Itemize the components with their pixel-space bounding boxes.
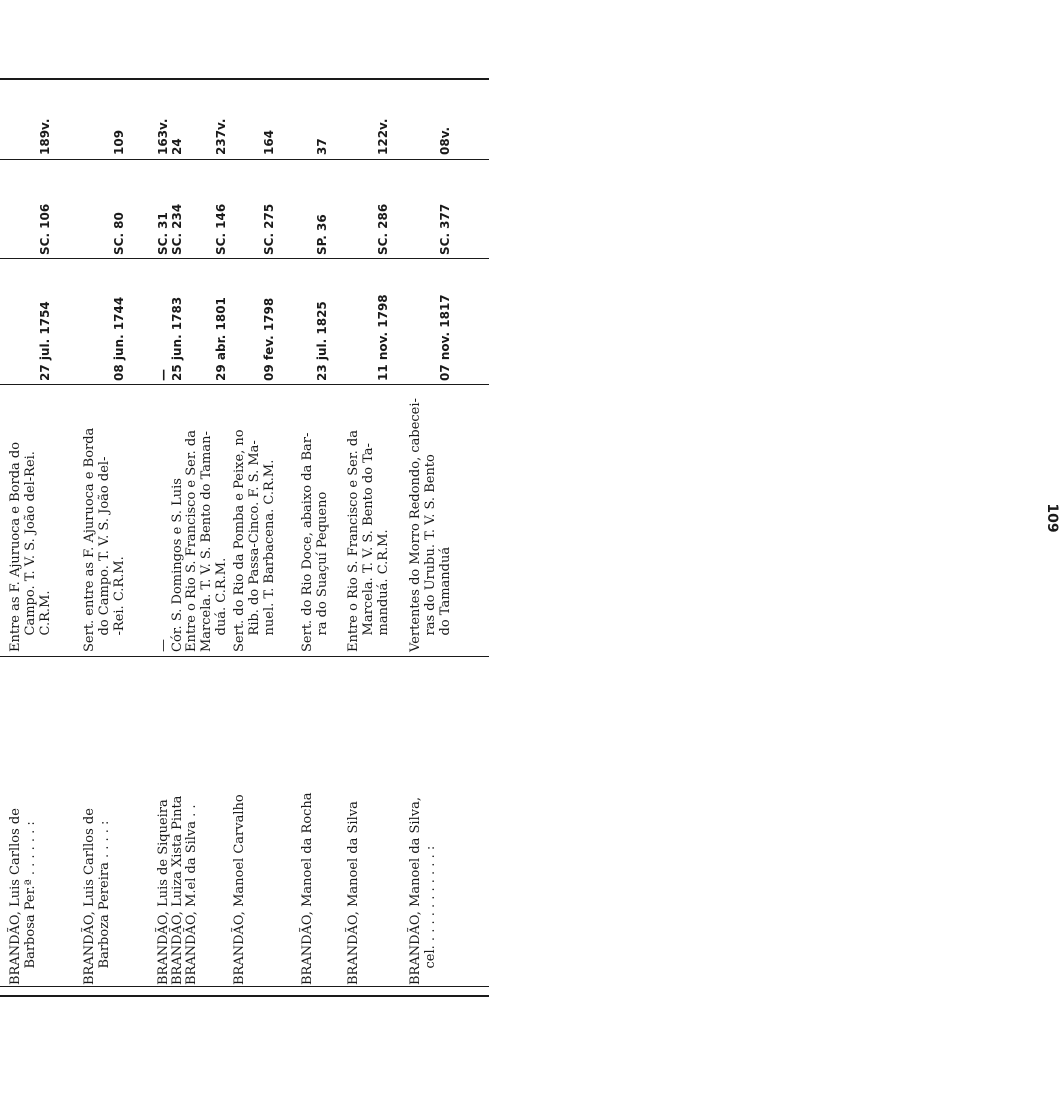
place-line: Marcela. T. V. S. Bento do Ta- bbox=[361, 443, 376, 652]
place-line: do Tamanduá bbox=[438, 546, 453, 652]
date-cell: 23 jul. 1825 bbox=[315, 301, 329, 381]
place-line: Entre as F. Ajuruoca e Borda do bbox=[8, 441, 23, 652]
date-cell: 27 jul. 1754 bbox=[38, 301, 52, 381]
ref-cell: SC. 377 bbox=[438, 203, 452, 255]
ref-cell: SC. 286 bbox=[376, 203, 390, 255]
date-cell: 11 nov. 1798 bbox=[376, 294, 390, 381]
folio-cell: 109 bbox=[112, 129, 126, 155]
place-line: Entre o Rio S. Francisco e Ser. da bbox=[346, 430, 361, 652]
name-line: BRANDÃO, Luis Carllos de bbox=[82, 808, 97, 985]
place-line: Entre o Rio S. Francisco e Ser. da bbox=[184, 430, 199, 652]
place-line: Sert. do Rio Doce, abaixo da Bar- bbox=[300, 432, 315, 652]
ref-cell: SC. 31 bbox=[156, 212, 170, 255]
place-line: — bbox=[156, 639, 171, 652]
ref-cell: SC. 275 bbox=[262, 203, 276, 255]
ref-cell: SP. 36 bbox=[315, 214, 329, 255]
place-line: Marcela. T. V. S. Bento do Taman- bbox=[199, 431, 214, 652]
place-line: nuel. T. Barbacena. C.R.M. bbox=[262, 459, 277, 652]
place-line: manduá. C.R.M. bbox=[376, 529, 391, 652]
ref-cell: SC. 106 bbox=[38, 203, 52, 255]
name-line: BRANDÃO, Manoel Carvalho bbox=[232, 794, 247, 985]
page-number: 109 bbox=[1044, 503, 1060, 533]
ref-cell: SC. 146 bbox=[214, 203, 228, 255]
place-line: Rib. do Passa-Cinco. F. S. Ma- bbox=[247, 440, 262, 652]
place-line: Vertentes do Morro Redondo, cabecei- bbox=[408, 398, 423, 652]
name-line: Barbosa Per.ª . . . . . . : bbox=[23, 821, 38, 985]
place-line: Sert. entre as F. Ajuruoca e Borda bbox=[82, 427, 97, 652]
date-cell: — bbox=[156, 369, 170, 381]
place-line: ra do Suaçuí Pequeno bbox=[315, 491, 330, 652]
place-line: duá. C.R.M. bbox=[214, 557, 229, 652]
name-line: BRANDÃO, Manoel da Silva, bbox=[408, 797, 423, 985]
folio-cell: 08v. bbox=[438, 126, 452, 155]
folio-cell: 24 bbox=[170, 138, 184, 155]
column-rule bbox=[0, 384, 489, 385]
ref-cell: SC. 234 bbox=[170, 203, 184, 255]
place-line: Sert. do Rio da Pomba e Peixe, no bbox=[232, 429, 247, 652]
folio-cell: 164 bbox=[262, 129, 276, 155]
place-line: -Rei. C.R.M. bbox=[112, 556, 127, 652]
name-line: BRANDÃO, Manoel da Silva bbox=[346, 801, 361, 985]
folio-cell: 189v. bbox=[38, 118, 52, 155]
date-cell: 25 jun. 1783 bbox=[170, 296, 184, 381]
table-right-rule bbox=[0, 78, 489, 80]
ref-cell: SC. 80 bbox=[112, 212, 126, 255]
place-line: Cór. S. Domingos e S. Luis bbox=[170, 478, 185, 652]
date-cell: 08 jun. 1744 bbox=[112, 296, 126, 381]
name-line: BRANDÃO, Manoel da Rocha bbox=[300, 792, 315, 985]
column-rule bbox=[0, 656, 489, 657]
name-line: cel. . . . . . . . . . . . : bbox=[423, 845, 438, 985]
folio-cell: 163v. bbox=[156, 118, 170, 155]
name-line: BRANDÃO, Luis Carllos de bbox=[8, 808, 23, 985]
folio-cell: 237v. bbox=[214, 118, 228, 155]
name-line: Barboza Pereira . . . . : bbox=[97, 820, 112, 985]
place-line: C.R.M. bbox=[38, 590, 53, 652]
date-cell: 07 nov. 1817 bbox=[438, 294, 452, 381]
date-cell: 29 abr. 1801 bbox=[214, 297, 228, 381]
column-rule bbox=[0, 258, 489, 259]
folio-cell: 122v. bbox=[376, 118, 390, 155]
place-line: do Campo. T. V. S. João del- bbox=[97, 456, 112, 652]
place-line: Campo. T. V. S. João del-Rei. bbox=[23, 451, 38, 652]
table-left-rule bbox=[0, 995, 489, 997]
place-line: ras do Urubu. T. V. S. Bento bbox=[423, 454, 438, 652]
column-rule bbox=[0, 986, 489, 987]
date-cell: 09 fev. 1798 bbox=[262, 297, 276, 381]
folio-cell: 37 bbox=[315, 138, 329, 155]
column-rule bbox=[0, 159, 489, 160]
name-line: BRANDÃO, Luis de Siqueira bbox=[156, 799, 171, 985]
name-line: BRANDÃO, M.el da Silva . . bbox=[184, 804, 199, 985]
name-line: BRANDÃO, Luiza Xista Pinta bbox=[170, 795, 185, 985]
